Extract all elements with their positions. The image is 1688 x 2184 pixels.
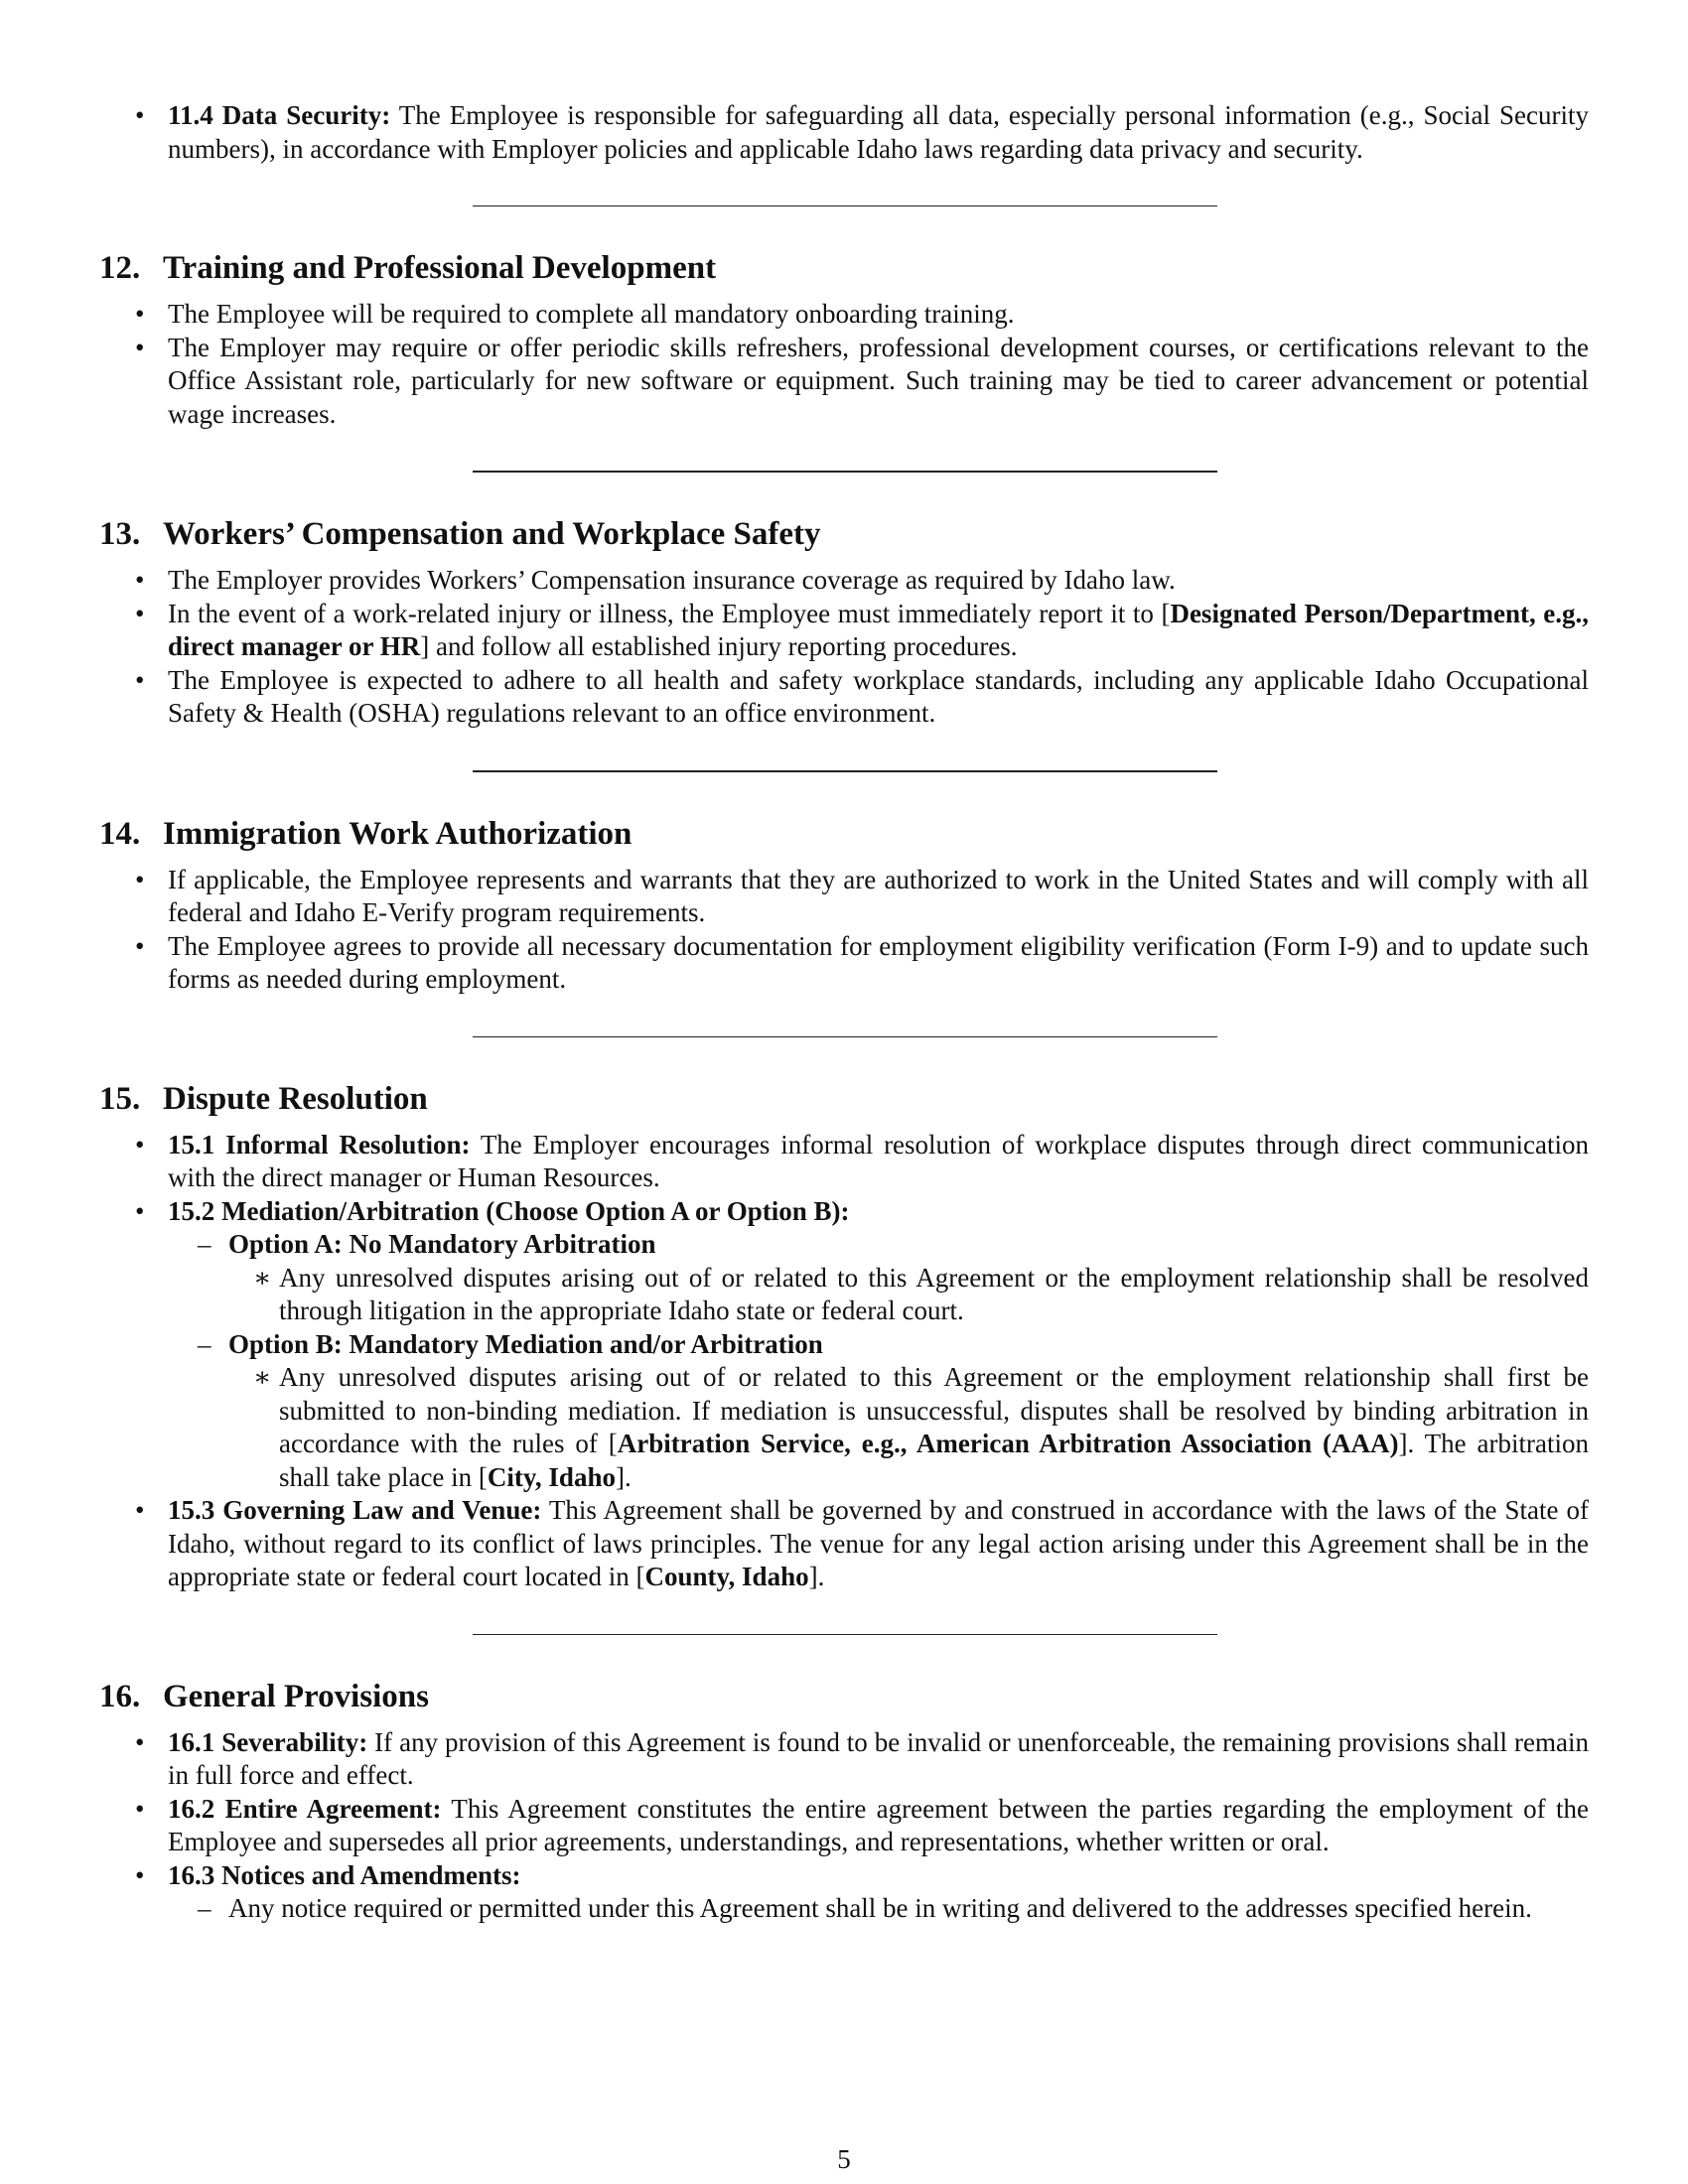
item-label: 15.1 Informal Resolution: (168, 1129, 471, 1160)
section-15-heading (99, 1079, 1589, 1119)
section-15-list (99, 1129, 1589, 1594)
section-title: Workers’ Compensation and Workplace Safety (163, 516, 821, 552)
list-item: • If applicable, the Employee represents and warrants that they are authorized to work in the United States and will comply with all federal and Idaho E-Verify program requirements. (99, 864, 1589, 930)
section-number: 12. (99, 250, 141, 286)
list-item (99, 598, 1589, 664)
list-item-16-2 (99, 1793, 1589, 1859)
placeholder-text: County, Idaho (644, 1562, 809, 1591)
list-item: • The Employer provides Workers’ Compensation insurance coverage as required by Idaho law. (99, 564, 1589, 598)
section-number: 14. (99, 815, 141, 852)
item-text: In the event of a work-related injury or illness, the Employee must immediately report it to [ (168, 598, 1171, 628)
list-item: • The Employee will be required to complete all mandatory onboarding training. (99, 298, 1589, 332)
option-b-list (228, 1361, 1589, 1494)
option-a-text: ∗ Any unresolved disputes arising out of or related to this Agreement or the employment relationship shall be resolved through litigation in the appropriate Idaho state or federal court. (228, 1262, 1589, 1328)
section-divider (473, 471, 1217, 473)
section-number: 16. (99, 1678, 141, 1714)
item-text: This Agreement shall be governed by and construed in accordance with the laws of the State of Idaho, without regard to its conflict of laws principles. The venue for any legal action arising under this Agreement shall be in the appropriate state or federal court located in [ (168, 1495, 1590, 1591)
item-text: ]. (808, 1562, 825, 1591)
list-item-11-4 (99, 99, 1589, 166)
section-divider (473, 1634, 1217, 1635)
item-label: 16.2 Entire Agreement: (168, 1793, 442, 1824)
section-title: General Provisions (163, 1678, 429, 1714)
placeholder-text: Arbitration Service, e.g., American Arbitration Association (AAA) (617, 1429, 1399, 1458)
list-item-15-3 (99, 1494, 1589, 1594)
item-label: 15.3 Governing Law and Venue: (168, 1495, 542, 1525)
section-14-heading (99, 814, 1589, 854)
list-item-16-1 (99, 1726, 1589, 1793)
document-page (99, 99, 1589, 1926)
list-item: • The Employee agrees to provide all necessary documentation for employment eligibility verification (Form I-9) and to update such forms as needed during employment. (99, 930, 1589, 997)
list-item-15-1 (99, 1129, 1589, 1195)
item-text: The Employer encourages informal resolution of workplace disputes through direct communication with the direct manager or Human Resources. (168, 1129, 1590, 1192)
section-title: Immigration Work Authorization (163, 815, 633, 852)
item-label: 11.4 Data Security: (168, 100, 391, 130)
placeholder-text: City, Idaho (487, 1461, 616, 1492)
option-label: Option A: No Mandatory Arbitration (228, 1229, 656, 1259)
item-text: ]. (615, 1461, 632, 1492)
section-divider (473, 1036, 1217, 1037)
option-a (168, 1228, 1589, 1328)
list-item-15-2 (99, 1195, 1589, 1495)
section-title: Training and Professional Development (163, 250, 717, 286)
section-11-list (99, 99, 1589, 166)
item-label: 16.3 Notices and Amendments: (168, 1859, 521, 1890)
section-12-list (99, 298, 1589, 431)
option-b-text (228, 1361, 1589, 1494)
section-title: Dispute Resolution (163, 1080, 428, 1117)
item-text: ] and follow all established injury reporting procedures. (420, 631, 1018, 661)
section-16-heading (99, 1677, 1589, 1716)
item-text: ]. The arbitration shall take place in [ (279, 1429, 1589, 1492)
page-number: 5 (837, 2144, 851, 2174)
section-12-heading (99, 248, 1589, 288)
item-label: 15.2 Mediation/Arbitration (Choose Option A or Option B): (168, 1195, 850, 1226)
notices-list (168, 1892, 1589, 1926)
section-16-list (99, 1726, 1589, 1926)
item-label: 16.1 Severability: (168, 1726, 368, 1757)
list-item: • The Employee is expected to adhere to all health and safety workplace standards, including any applicable Idaho Occupational Safety & Health (OSHA) regulations relevant to an office environment. (99, 664, 1589, 731)
item-text: Any unresolved disputes arising out of or related to this Agreement or the employment relationship shall first be submitted to non-binding mediation. If mediation is unsuccessful, disputes shall be resolved by binding arbitration in accordance with the rules of [ (279, 1362, 1589, 1458)
section-number: 13. (99, 516, 141, 552)
list-item: • The Employer may require or offer periodic skills refreshers, professional development courses, or certifications relevant to the Office Assistant role, particularly for new software or equipment. Such training may be tied to career advancement or potential wage increases. (99, 332, 1589, 432)
section-divider (473, 205, 1217, 206)
section-13-heading (99, 514, 1589, 554)
section-13-list (99, 564, 1589, 731)
item-text: This Agreement constitutes the entire agreement between the parties regarding the employment of the Employee and supersedes all prior agreements, understandings, and representations, whether written or oral. (168, 1793, 1589, 1856)
placeholder-text: Designated Person/Department, e.g., direct manager or HR (168, 598, 1589, 661)
options-list (168, 1228, 1589, 1494)
option-a-list (228, 1262, 1589, 1328)
section-14-list (99, 864, 1589, 997)
option-label: Option B: Mandatory Mediation and/or Arbitration (228, 1328, 823, 1359)
item-text: The Employee is responsible for safeguarding all data, especially personal information (e.g., Social Security numbers), in accordance with Employer policies and applicable Idaho laws regarding data privacy and security. (168, 100, 1589, 164)
section-divider (473, 770, 1217, 772)
section-number: 15. (99, 1080, 141, 1117)
list-item-16-3 (99, 1859, 1589, 1926)
notices-text: – Any notice required or permitted under this Agreement shall be in writing and delivered to the addresses specified herein. (168, 1892, 1589, 1926)
item-text: If any provision of this Agreement is found to be invalid or unenforceable, the remaining provisions shall remain in full force and effect. (168, 1726, 1589, 1790)
option-b (168, 1328, 1589, 1495)
